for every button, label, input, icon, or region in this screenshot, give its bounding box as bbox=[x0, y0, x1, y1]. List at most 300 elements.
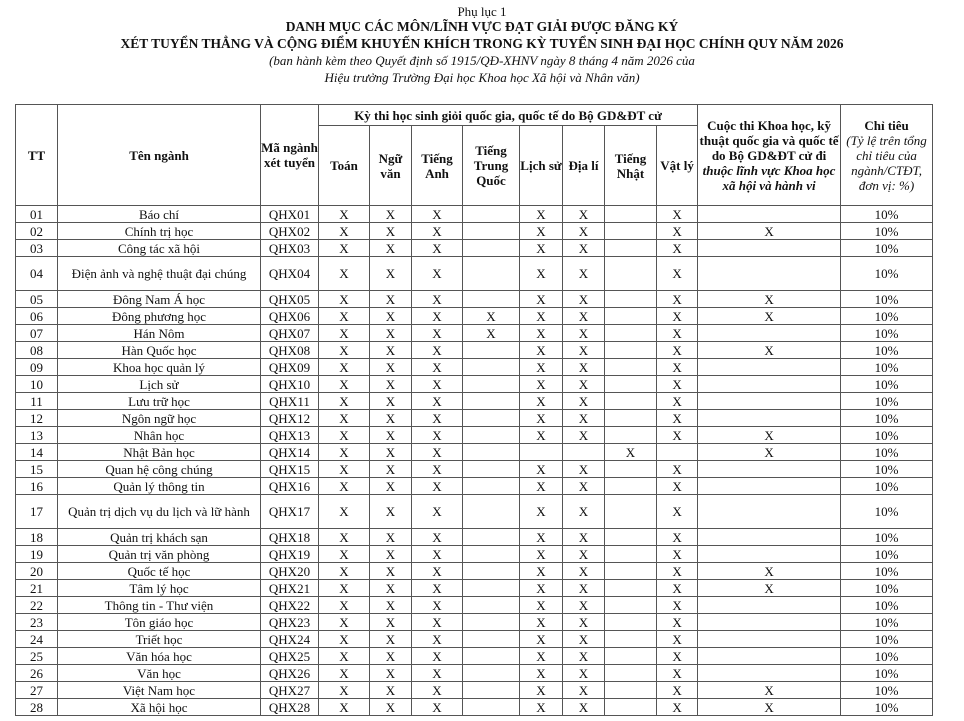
table-row bbox=[16, 529, 933, 546]
row-mark-english: X bbox=[412, 291, 463, 308]
row-major-name: Thông tin - Thư viện bbox=[58, 597, 261, 614]
row-mark-math: X bbox=[319, 206, 370, 223]
row-mark-english: X bbox=[412, 614, 463, 631]
row-tt: 12 bbox=[16, 410, 58, 427]
row-mark-japanese bbox=[605, 665, 657, 682]
row-quota: 10% bbox=[841, 342, 933, 359]
row-mark-chinese bbox=[463, 580, 520, 597]
row-major-name: Xã hội học bbox=[58, 699, 261, 716]
row-mark-english: X bbox=[412, 597, 463, 614]
row-mark-japanese bbox=[605, 597, 657, 614]
row-mark-english: X bbox=[412, 206, 463, 223]
row-mark-japanese bbox=[605, 223, 657, 240]
row-mark-literature: X bbox=[370, 665, 412, 682]
row-mark-japanese: X bbox=[605, 444, 657, 461]
row-mark-physics: X bbox=[657, 359, 698, 376]
row-mark-japanese bbox=[605, 291, 657, 308]
row-mark-geography: X bbox=[563, 427, 605, 444]
row-mark-geography: X bbox=[563, 614, 605, 631]
row-mark-history: X bbox=[520, 223, 563, 240]
row-major-name: Nhật Bản học bbox=[58, 444, 261, 461]
row-major-code: QHX08 bbox=[261, 342, 319, 359]
table-row bbox=[16, 699, 933, 716]
row-mark-physics: X bbox=[657, 461, 698, 478]
row-mark-literature: X bbox=[370, 495, 412, 529]
row-mark-math: X bbox=[319, 223, 370, 240]
row-mark-chinese bbox=[463, 699, 520, 716]
row-major-name: Ngôn ngữ học bbox=[58, 410, 261, 427]
row-mark-geography: X bbox=[563, 648, 605, 665]
row-mark-physics: X bbox=[657, 410, 698, 427]
row-quota: 10% bbox=[841, 614, 933, 631]
row-mark-chinese bbox=[463, 240, 520, 257]
row-mark-geography: X bbox=[563, 410, 605, 427]
row-mark-literature: X bbox=[370, 206, 412, 223]
row-quota: 10% bbox=[841, 291, 933, 308]
row-mark-math: X bbox=[319, 529, 370, 546]
header-code: Mã ngành xét tuyển bbox=[261, 105, 319, 206]
row-major-code: QHX18 bbox=[261, 529, 319, 546]
row-mark-geography: X bbox=[563, 665, 605, 682]
row-mark-science-contest bbox=[698, 478, 841, 495]
table-row bbox=[16, 376, 933, 393]
row-mark-math: X bbox=[319, 376, 370, 393]
row-mark-literature: X bbox=[370, 223, 412, 240]
row-mark-chinese bbox=[463, 444, 520, 461]
row-mark-history: X bbox=[520, 393, 563, 410]
row-mark-math: X bbox=[319, 478, 370, 495]
row-quota: 10% bbox=[841, 563, 933, 580]
row-mark-literature: X bbox=[370, 699, 412, 716]
row-mark-chinese bbox=[463, 342, 520, 359]
document-subtitle-line2: Hiệu trưởng Trường Đại học Khoa học Xã hội và Nhân văn) bbox=[324, 70, 640, 85]
header-subject-japanese: Tiếng Nhật bbox=[605, 126, 657, 206]
row-mark-english: X bbox=[412, 376, 463, 393]
row-mark-literature: X bbox=[370, 478, 412, 495]
row-quota: 10% bbox=[841, 699, 933, 716]
row-major-name: Văn hóa học bbox=[58, 648, 261, 665]
row-mark-literature: X bbox=[370, 376, 412, 393]
header-national-group: Kỳ thi học sinh giỏi quốc gia, quốc tế do Bộ GD&ĐT cử bbox=[319, 105, 698, 126]
header-science-italic: thuộc lĩnh vực Khoa học xã hội và hành vi bbox=[702, 162, 836, 193]
row-mark-literature: X bbox=[370, 359, 412, 376]
row-mark-english: X bbox=[412, 461, 463, 478]
row-mark-japanese bbox=[605, 359, 657, 376]
row-mark-physics: X bbox=[657, 427, 698, 444]
row-mark-chinese: X bbox=[463, 308, 520, 325]
row-quota: 10% bbox=[841, 223, 933, 240]
row-mark-literature: X bbox=[370, 529, 412, 546]
table-row bbox=[16, 478, 933, 495]
row-mark-science-contest bbox=[698, 665, 841, 682]
row-mark-english: X bbox=[412, 631, 463, 648]
row-mark-japanese bbox=[605, 427, 657, 444]
row-mark-science-contest bbox=[698, 631, 841, 648]
row-major-name: Nhân học bbox=[58, 427, 261, 444]
table-row bbox=[16, 393, 933, 410]
row-major-name: Khoa học quản lý bbox=[58, 359, 261, 376]
row-mark-physics: X bbox=[657, 529, 698, 546]
row-mark-geography: X bbox=[563, 376, 605, 393]
row-mark-physics: X bbox=[657, 206, 698, 223]
table-row bbox=[16, 665, 933, 682]
row-mark-history: X bbox=[520, 410, 563, 427]
row-major-code: QHX10 bbox=[261, 376, 319, 393]
row-mark-english: X bbox=[412, 325, 463, 342]
row-mark-history: X bbox=[520, 665, 563, 682]
row-major-code: QHX15 bbox=[261, 461, 319, 478]
row-mark-literature: X bbox=[370, 393, 412, 410]
row-mark-english: X bbox=[412, 308, 463, 325]
table-row bbox=[16, 648, 933, 665]
row-mark-literature: X bbox=[370, 648, 412, 665]
row-mark-history: X bbox=[520, 359, 563, 376]
row-mark-math: X bbox=[319, 495, 370, 529]
table-row bbox=[16, 206, 933, 223]
row-mark-chinese bbox=[463, 257, 520, 291]
row-major-name: Quản lý thông tin bbox=[58, 478, 261, 495]
row-mark-japanese bbox=[605, 376, 657, 393]
row-major-code: QHX09 bbox=[261, 359, 319, 376]
row-tt: 15 bbox=[16, 461, 58, 478]
header-subject-math: Toán bbox=[319, 126, 370, 206]
row-mark-geography: X bbox=[563, 478, 605, 495]
row-mark-geography: X bbox=[563, 359, 605, 376]
row-mark-geography: X bbox=[563, 291, 605, 308]
row-mark-chinese bbox=[463, 648, 520, 665]
row-mark-physics bbox=[657, 444, 698, 461]
row-major-name: Quan hệ công chúng bbox=[58, 461, 261, 478]
row-mark-history: X bbox=[520, 461, 563, 478]
table-row bbox=[16, 682, 933, 699]
row-major-code: QHX04 bbox=[261, 257, 319, 291]
table-row bbox=[16, 410, 933, 427]
row-major-code: QHX22 bbox=[261, 597, 319, 614]
row-mark-math: X bbox=[319, 682, 370, 699]
row-major-name: Tôn giáo học bbox=[58, 614, 261, 631]
table-row bbox=[16, 240, 933, 257]
row-major-name: Báo chí bbox=[58, 206, 261, 223]
row-mark-japanese bbox=[605, 495, 657, 529]
row-mark-literature: X bbox=[370, 546, 412, 563]
row-major-code: QHX25 bbox=[261, 648, 319, 665]
row-mark-physics: X bbox=[657, 665, 698, 682]
row-mark-chinese bbox=[463, 223, 520, 240]
row-major-code: QHX26 bbox=[261, 665, 319, 682]
row-major-code: QHX02 bbox=[261, 223, 319, 240]
row-mark-science-contest bbox=[698, 240, 841, 257]
row-major-name: Đông Nam Á học bbox=[58, 291, 261, 308]
row-mark-english: X bbox=[412, 393, 463, 410]
row-quota: 10% bbox=[841, 597, 933, 614]
row-tt: 01 bbox=[16, 206, 58, 223]
row-quota: 10% bbox=[841, 631, 933, 648]
row-tt: 26 bbox=[16, 665, 58, 682]
row-mark-math: X bbox=[319, 444, 370, 461]
row-mark-math: X bbox=[319, 461, 370, 478]
row-major-code: QHX14 bbox=[261, 444, 319, 461]
row-mark-chinese bbox=[463, 359, 520, 376]
row-tt: 14 bbox=[16, 444, 58, 461]
row-quota: 10% bbox=[841, 359, 933, 376]
row-mark-history: X bbox=[520, 257, 563, 291]
row-mark-chinese bbox=[463, 529, 520, 546]
row-quota: 10% bbox=[841, 546, 933, 563]
row-mark-physics: X bbox=[657, 393, 698, 410]
row-quota: 10% bbox=[841, 240, 933, 257]
row-mark-history: X bbox=[520, 478, 563, 495]
row-mark-geography: X bbox=[563, 461, 605, 478]
table-row bbox=[16, 223, 933, 240]
row-major-code: QHX28 bbox=[261, 699, 319, 716]
row-mark-math: X bbox=[319, 699, 370, 716]
row-mark-physics: X bbox=[657, 699, 698, 716]
row-quota: 10% bbox=[841, 495, 933, 529]
row-mark-english: X bbox=[412, 699, 463, 716]
row-major-name: Quản trị dịch vụ du lịch và lữ hành bbox=[58, 495, 261, 529]
row-mark-english: X bbox=[412, 223, 463, 240]
row-quota: 10% bbox=[841, 478, 933, 495]
row-quota: 10% bbox=[841, 529, 933, 546]
row-quota: 10% bbox=[841, 308, 933, 325]
row-mark-literature: X bbox=[370, 597, 412, 614]
row-mark-geography: X bbox=[563, 206, 605, 223]
row-tt: 22 bbox=[16, 597, 58, 614]
row-mark-chinese bbox=[463, 546, 520, 563]
row-mark-literature: X bbox=[370, 563, 412, 580]
row-tt: 11 bbox=[16, 393, 58, 410]
row-mark-japanese bbox=[605, 240, 657, 257]
row-mark-math: X bbox=[319, 257, 370, 291]
row-mark-chinese bbox=[463, 631, 520, 648]
row-major-code: QHX11 bbox=[261, 393, 319, 410]
row-tt: 17 bbox=[16, 495, 58, 529]
row-mark-chinese bbox=[463, 495, 520, 529]
row-major-code: QHX21 bbox=[261, 580, 319, 597]
row-tt: 13 bbox=[16, 427, 58, 444]
row-mark-chinese bbox=[463, 563, 520, 580]
row-mark-literature: X bbox=[370, 257, 412, 291]
row-mark-chinese bbox=[463, 427, 520, 444]
header-subject-chinese: Tiếng Trung Quốc bbox=[463, 126, 520, 206]
row-mark-science-contest bbox=[698, 410, 841, 427]
row-tt: 03 bbox=[16, 240, 58, 257]
row-mark-math: X bbox=[319, 648, 370, 665]
row-mark-history: X bbox=[520, 597, 563, 614]
row-mark-literature: X bbox=[370, 308, 412, 325]
row-mark-chinese bbox=[463, 291, 520, 308]
row-major-name: Công tác xã hội bbox=[58, 240, 261, 257]
row-mark-science-contest: X bbox=[698, 223, 841, 240]
row-mark-science-contest bbox=[698, 648, 841, 665]
row-mark-math: X bbox=[319, 325, 370, 342]
table-row bbox=[16, 291, 933, 308]
row-mark-english: X bbox=[412, 580, 463, 597]
row-major-name: Đông phương học bbox=[58, 308, 261, 325]
row-major-code: QHX23 bbox=[261, 614, 319, 631]
row-major-name: Hán Nôm bbox=[58, 325, 261, 342]
row-mark-chinese bbox=[463, 478, 520, 495]
row-mark-math: X bbox=[319, 546, 370, 563]
row-mark-literature: X bbox=[370, 291, 412, 308]
row-mark-physics: X bbox=[657, 682, 698, 699]
row-mark-geography: X bbox=[563, 257, 605, 291]
row-mark-english: X bbox=[412, 427, 463, 444]
row-mark-english: X bbox=[412, 240, 463, 257]
header-subject-literature: Ngữ văn bbox=[370, 126, 412, 206]
row-major-name: Điện ảnh và nghệ thuật đại chúng bbox=[58, 257, 261, 291]
row-mark-physics: X bbox=[657, 580, 698, 597]
row-quota: 10% bbox=[841, 257, 933, 291]
annex-label: Phụ lục 1 bbox=[457, 4, 507, 19]
row-mark-science-contest bbox=[698, 597, 841, 614]
row-mark-physics: X bbox=[657, 597, 698, 614]
row-major-code: QHX16 bbox=[261, 478, 319, 495]
row-quota: 10% bbox=[841, 410, 933, 427]
row-mark-geography: X bbox=[563, 393, 605, 410]
header-quota-title: Chỉ tiêu bbox=[864, 117, 909, 133]
row-tt: 27 bbox=[16, 682, 58, 699]
row-mark-geography: X bbox=[563, 325, 605, 342]
row-major-code: QHX03 bbox=[261, 240, 319, 257]
header-quota bbox=[841, 105, 933, 206]
row-mark-physics: X bbox=[657, 291, 698, 308]
table-row bbox=[16, 563, 933, 580]
row-tt: 18 bbox=[16, 529, 58, 546]
row-mark-chinese bbox=[463, 206, 520, 223]
row-mark-science-contest: X bbox=[698, 291, 841, 308]
row-mark-math: X bbox=[319, 563, 370, 580]
row-tt: 19 bbox=[16, 546, 58, 563]
row-mark-literature: X bbox=[370, 631, 412, 648]
row-mark-geography bbox=[563, 444, 605, 461]
table-row bbox=[16, 257, 933, 291]
row-major-name: Quản trị văn phòng bbox=[58, 546, 261, 563]
row-mark-chinese bbox=[463, 682, 520, 699]
row-mark-literature: X bbox=[370, 580, 412, 597]
table-row bbox=[16, 325, 933, 342]
row-major-name: Triết học bbox=[58, 631, 261, 648]
table-row bbox=[16, 444, 933, 461]
row-major-name: Hàn Quốc học bbox=[58, 342, 261, 359]
row-mark-science-contest: X bbox=[698, 308, 841, 325]
row-mark-english: X bbox=[412, 478, 463, 495]
row-mark-physics: X bbox=[657, 648, 698, 665]
document-title-line2: XÉT TUYỂN THẲNG VÀ CỘNG ĐIỂM KHUYẾN KHÍCH TRONG KỲ TUYỂN SINH ĐẠI HỌC CHÍNH QUY NĂM 2026 bbox=[120, 36, 844, 51]
row-mark-japanese bbox=[605, 580, 657, 597]
row-mark-history: X bbox=[520, 206, 563, 223]
header-subject-physics: Vật lý bbox=[657, 126, 698, 206]
row-mark-literature: X bbox=[370, 614, 412, 631]
row-mark-history: X bbox=[520, 546, 563, 563]
row-mark-history: X bbox=[520, 699, 563, 716]
row-major-code: QHX20 bbox=[261, 563, 319, 580]
row-mark-japanese bbox=[605, 308, 657, 325]
row-mark-japanese bbox=[605, 393, 657, 410]
row-mark-japanese bbox=[605, 699, 657, 716]
row-mark-history: X bbox=[520, 614, 563, 631]
table-row bbox=[16, 308, 933, 325]
row-mark-chinese: X bbox=[463, 325, 520, 342]
row-mark-literature: X bbox=[370, 444, 412, 461]
row-mark-science-contest bbox=[698, 546, 841, 563]
row-mark-science-contest bbox=[698, 376, 841, 393]
row-major-code: QHX24 bbox=[261, 631, 319, 648]
row-major-code: QHX07 bbox=[261, 325, 319, 342]
row-major-name: Chính trị học bbox=[58, 223, 261, 240]
row-quota: 10% bbox=[841, 376, 933, 393]
row-mark-science-contest bbox=[698, 257, 841, 291]
row-mark-japanese bbox=[605, 257, 657, 291]
row-quota: 10% bbox=[841, 665, 933, 682]
row-mark-japanese bbox=[605, 614, 657, 631]
row-mark-literature: X bbox=[370, 461, 412, 478]
header-science-contest bbox=[698, 105, 841, 206]
row-mark-chinese bbox=[463, 461, 520, 478]
row-mark-science-contest: X bbox=[698, 699, 841, 716]
row-mark-history: X bbox=[520, 495, 563, 529]
row-major-name: Việt Nam học bbox=[58, 682, 261, 699]
row-mark-history bbox=[520, 444, 563, 461]
row-mark-geography: X bbox=[563, 563, 605, 580]
table-row bbox=[16, 614, 933, 631]
row-mark-japanese bbox=[605, 325, 657, 342]
row-major-name: Tâm lý học bbox=[58, 580, 261, 597]
row-quota: 10% bbox=[841, 393, 933, 410]
row-mark-science-contest bbox=[698, 206, 841, 223]
table-row bbox=[16, 427, 933, 444]
row-mark-science-contest: X bbox=[698, 563, 841, 580]
table-row bbox=[16, 495, 933, 529]
row-mark-english: X bbox=[412, 342, 463, 359]
row-mark-geography: X bbox=[563, 529, 605, 546]
row-tt: 16 bbox=[16, 478, 58, 495]
row-major-code: QHX13 bbox=[261, 427, 319, 444]
row-tt: 28 bbox=[16, 699, 58, 716]
header-science-plain: Cuộc thi Khoa học, kỹ thuật quốc gia và quốc tế do Bộ GD&ĐT cử đi bbox=[699, 117, 839, 163]
row-major-code: QHX27 bbox=[261, 682, 319, 699]
row-mark-science-contest bbox=[698, 614, 841, 631]
row-major-code: QHX19 bbox=[261, 546, 319, 563]
row-quota: 10% bbox=[841, 648, 933, 665]
row-mark-literature: X bbox=[370, 682, 412, 699]
row-mark-japanese bbox=[605, 529, 657, 546]
row-mark-english: X bbox=[412, 444, 463, 461]
row-mark-geography: X bbox=[563, 699, 605, 716]
row-mark-literature: X bbox=[370, 342, 412, 359]
row-mark-physics: X bbox=[657, 223, 698, 240]
row-mark-history: X bbox=[520, 427, 563, 444]
header-quota-desc: (Tỷ lệ trên tổng chỉ tiêu của ngành/CTĐT, đơn vị: %) bbox=[846, 132, 927, 193]
document-title-line1: DANH MỤC CÁC MÔN/LĨNH VỰC ĐẠT GIẢI ĐƯỢC ĐĂNG KÝ bbox=[285, 19, 679, 34]
row-mark-literature: X bbox=[370, 240, 412, 257]
row-mark-math: X bbox=[319, 614, 370, 631]
row-mark-geography: X bbox=[563, 495, 605, 529]
row-tt: 21 bbox=[16, 580, 58, 597]
row-mark-chinese bbox=[463, 614, 520, 631]
row-quota: 10% bbox=[841, 580, 933, 597]
row-mark-japanese bbox=[605, 546, 657, 563]
row-major-code: QHX06 bbox=[261, 308, 319, 325]
row-mark-japanese bbox=[605, 631, 657, 648]
row-mark-literature: X bbox=[370, 325, 412, 342]
row-mark-history: X bbox=[520, 529, 563, 546]
row-tt: 05 bbox=[16, 291, 58, 308]
row-major-name: Lưu trữ học bbox=[58, 393, 261, 410]
row-mark-chinese bbox=[463, 376, 520, 393]
row-mark-chinese bbox=[463, 665, 520, 682]
header-name: Tên ngành bbox=[58, 105, 261, 206]
